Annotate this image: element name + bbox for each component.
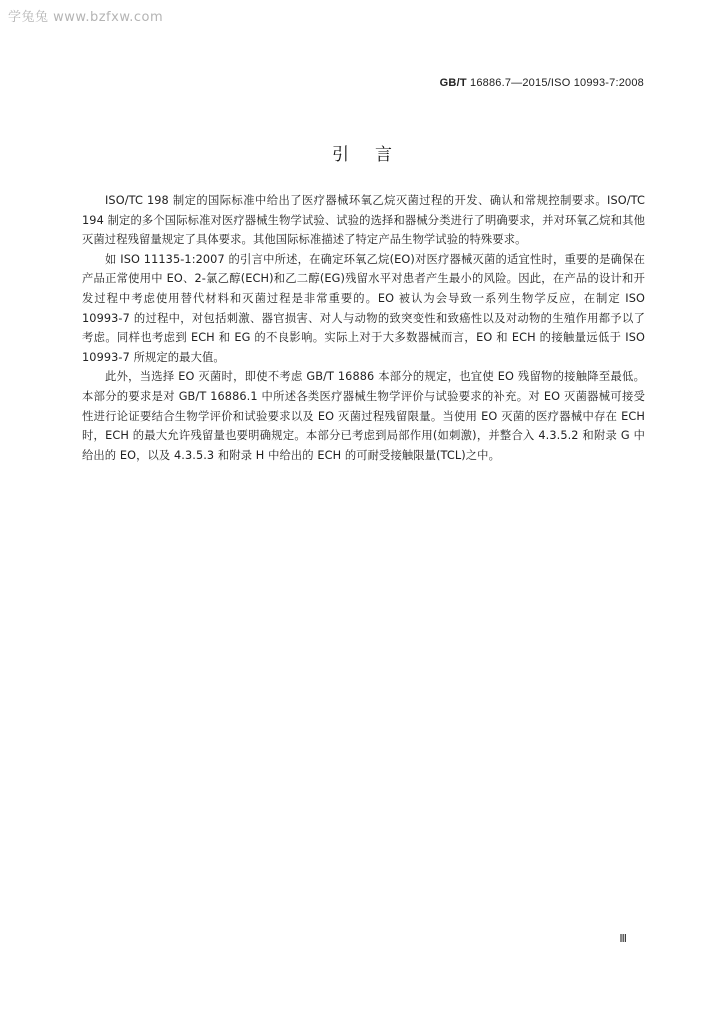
standard-number — [440, 77, 644, 89]
page-title: 引言 — [332, 145, 418, 165]
introduction-body — [82, 191, 645, 465]
paragraph-3: 此外，当选择 EO 灭菌时，即使不考虑 GB/T 16886 本部分的规定，也宜使 EO 残留物的接触降至最低。本部分的要求是对 GB/T 16886.1 中所述各类医疗器械生物学评价与试验要求的补充。对 EO 灭菌器械可接受性进行论证要结合生物学评价和试验要求以及 EO 灭菌过程残留限量。当使用 EO 灭菌的医疗器械中存在 ECH 时，ECH 的最大允许残留量也要明确规定。本部分已考虑到局部作用(如刺激)，并整合入 4.3.5.2 和附录 G 中给出的 EO，以及 4.3.5.3 和附录 H 中给出的 ECH 的可耐受接触限量(TCL)之中。 — [82, 370, 645, 462]
watermark-text: 学兔兔 www.bzfxw.com — [8, 10, 164, 25]
page-number: Ⅲ — [619, 933, 627, 945]
paragraph-2: 如 ISO 11135-1:2007 的引言中所述，在确定环氧乙烷(EO)对医疗器械灭菌的适宜性时，重要的是确保在产品正常使用中 EO、2-氯乙醇(ECH)和乙二醇(EG)残留水平对患者产生最小的风险。因此，在产品的设计和开发过程中考虑使用替代材料和灭菌过程是非常重要的。EO 被认为会导致一系列生物学反应，在制定 ISO 10993-7 的过程中，对包括刺激、器官损害、对人与动物的致突变性和致癌性以及对动物的生殖作用都予以了考虑。同样也考虑到 ECH 和 EG 的不良影响。实际上对于大多数器械而言，EO 和 ECH 的接触量远低于 ISO 10993-7 所规定的最大值。 — [82, 252, 645, 364]
paragraph-1: ISO/TC 198 制定的国际标准中给出了医疗器械环氧乙烷灭菌过程的开发、确认和常规控制要求。ISO/TC 194 制定的多个国际标准对医疗器械生物学试验、试验的选择和器械分类进行了明确要求，并对环氧乙烷和其他灭菌过程残留量规定了具体要求。其他国际标准描述了特定产品生物学试验的特殊要求。 — [82, 194, 645, 247]
standard-number-rest: 16886.7—2015/ISO 10993-7:2008 — [466, 77, 644, 89]
standard-prefix: GB/T — [439, 77, 467, 89]
